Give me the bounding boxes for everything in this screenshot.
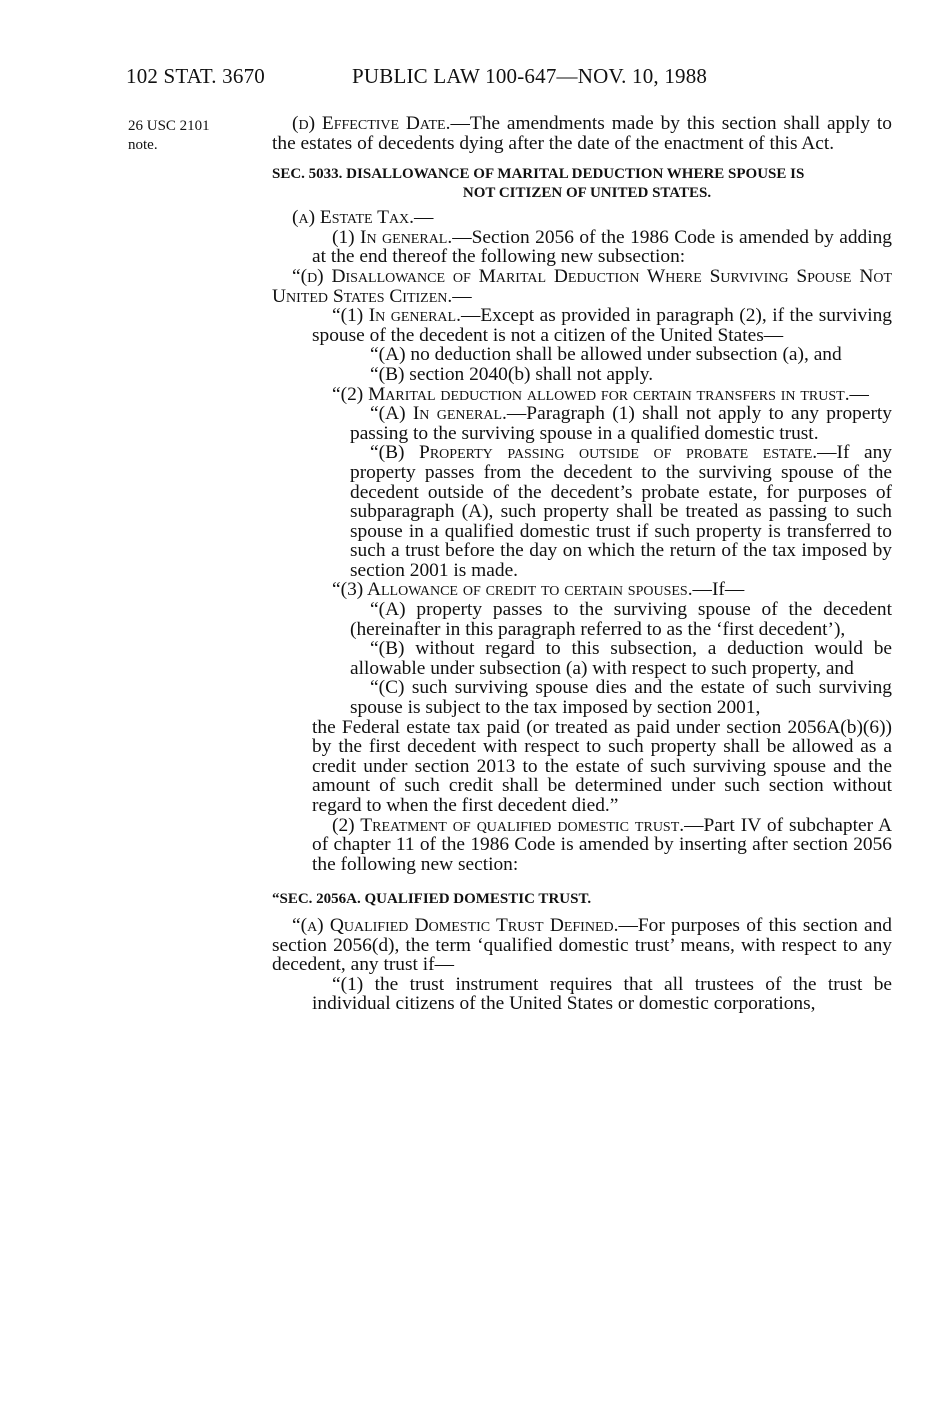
paragraph-d-effective-date xyxy=(272,114,892,153)
heading-a-estate-tax: (a) Estate Tax.— xyxy=(292,207,434,229)
subparagraph-1B: “(B) section 2040(b) shall not apply. xyxy=(370,363,654,385)
subparagraph-1A: “(A) no deduction shall be allowed under subsection (a), and xyxy=(370,344,842,366)
paragraph-2-treatment xyxy=(272,816,892,875)
section-5033-heading xyxy=(272,165,892,203)
heading-d-effective-date: (d) Effective Date. xyxy=(292,113,451,134)
heading-d-disallowance: “(d) Disallowance of Marital Deduction Where Surviving Spouse Not United States Citizen.— xyxy=(272,265,892,307)
section-5033-heading-line1: SEC. 5033. DISALLOWANCE OF MARITAL DEDUCTION WHERE SPOUSE IS xyxy=(272,166,805,183)
subparagraph-3B: “(B) without regard to this subsection, a deduction would be allowable under subsection (a) with respect to such property, and xyxy=(350,638,892,679)
subparagraph-3C: “(C) such surviving spouse dies and the estate of such surviving spouse is subject to the tax imposed by section 2001, xyxy=(350,677,892,719)
text-2A: —Paragraph (1) shall not apply to any property passing to the surviving spouse in a qualified domestic trust. xyxy=(350,403,892,444)
text-1-quoted-in-general: —Except as provided in paragraph (2), if the surviving spouse of the decedent is not a citizen of the United States— xyxy=(312,305,892,346)
paragraph-1-in-general xyxy=(272,228,892,267)
paragraph-3-flush-text: the Federal estate tax paid (or treated as paid under section 2056A(b)(6)) by the first decedent with respect to such property shall be allowed as a credit under section 2013 to the estate of such surviving spouse and the amount of such credit shall be determined under such section without regard to when the first decedent died.” xyxy=(312,716,892,816)
margin-note-citation: 26 USC 2101 xyxy=(128,118,210,134)
statute-page-number: 102 STAT. 3670 xyxy=(126,64,265,88)
margin-note-suffix: note. xyxy=(128,137,158,153)
heading-2B: “(B) Property passing outside of probate estate. xyxy=(370,442,818,464)
paragraph-3-allowance-of-credit xyxy=(272,580,892,600)
section-2056a-heading: “SEC. 2056A. QUALIFIED DOMESTIC TRUST. xyxy=(272,891,592,908)
margin-note xyxy=(128,117,248,155)
heading-1-in-general: (1) In general. xyxy=(332,226,453,248)
subsection-d-disallowance xyxy=(272,267,892,306)
heading-a-qualified-domestic-trust: “(a) Qualified Domestic Trust Defined. xyxy=(292,914,619,936)
paragraph-1-quoted-in-general xyxy=(272,306,892,345)
subsection-a-qualified-domestic-trust xyxy=(272,916,892,975)
text-3-allowance-of-credit: —If— xyxy=(692,579,745,601)
paragraph-2-marital-deduction xyxy=(272,385,892,405)
text-a-qualified-domestic-trust: —For purposes of this section and section 2056(d), the term ‘qualified domestic trust’ means, with respect to any decedent, any trust if— xyxy=(272,914,892,976)
public-law-title: PUBLIC LAW 100-647—NOV. 10, 1988 xyxy=(352,64,708,88)
text-d-effective-date: —The amendments made by this section shall apply to the estates of decedents dying after the date of the enactment of this Act. xyxy=(272,113,892,154)
document-body xyxy=(272,114,892,1014)
subparagraph-2A xyxy=(272,404,892,443)
text-1-in-general: —Section 2056 of the 1986 Code is amended by adding at the end thereof the following new subsection: xyxy=(312,226,892,268)
text-2B: —If any property passes from the decedent to the surviving spouse of the decedent outside of the decedent’s probate estate, for purposes of subparagraph (A), such property shall be treated as passing to such spouse in a qualified domestic trust if such property is transferred to such a trust before the day on which the return of the tax imposed by section 2001 is made. xyxy=(350,442,892,581)
section-5033-heading-line2: NOT CITIZEN OF UNITED STATES. xyxy=(462,185,712,202)
heading-3-allowance-of-credit: “(3) Allowance of credit to certain spouses. xyxy=(332,579,693,601)
heading-2-marital-deduction: “(2) Marital deduction allowed for certain transfers in trust.— xyxy=(332,383,869,405)
heading-1-quoted-in-general: “(1) In general. xyxy=(332,305,461,327)
subsection-a-estate-tax xyxy=(272,208,892,228)
subparagraph-3A: “(A) property passes to the surviving spouse of the decedent (hereinafter in this paragraph referred to as the ‘first decedent’), xyxy=(350,599,892,640)
text-2-treatment: —Part IV of subchapter A of chapter 11 of the 1986 Code is amended by inserting after section 2056 the following new section: xyxy=(312,814,892,875)
paragraph-qdt-1: “(1) the trust instrument requires that all trustees of the trust be individual citizens of the United States or domestic corporations, xyxy=(312,973,892,1015)
heading-2-treatment: (2) Treatment of qualified domestic trust. xyxy=(332,814,685,836)
heading-2A: “(A) In general. xyxy=(370,403,507,425)
subparagraph-2B xyxy=(272,443,892,580)
